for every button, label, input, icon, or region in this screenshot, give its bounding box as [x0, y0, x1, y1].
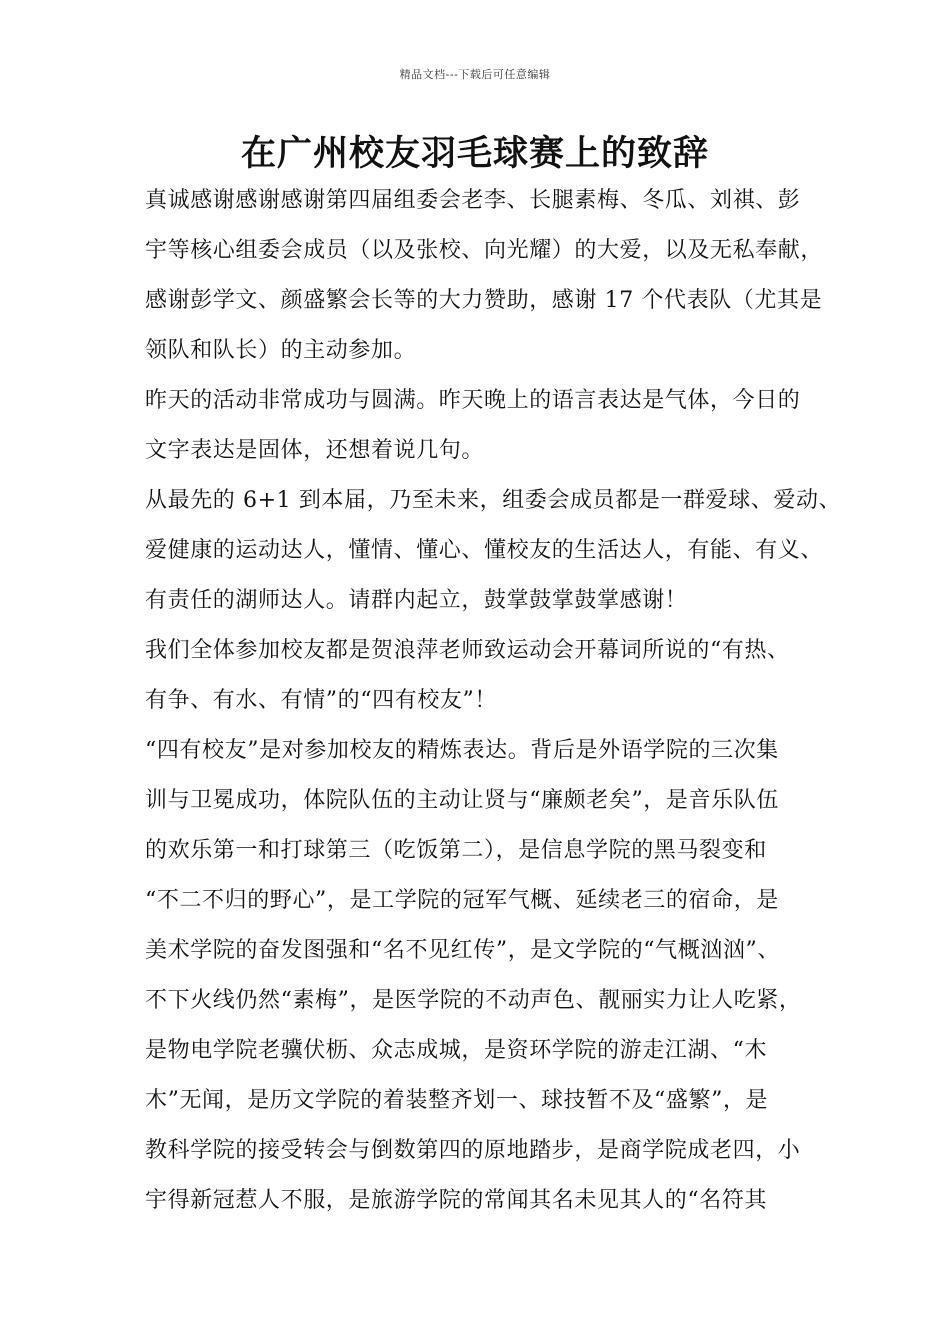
body-line: 有责任的湖师达人。请群内起立，鼓掌鼓掌鼓掌感谢！	[145, 588, 688, 613]
body-line: 是物电学院老骥伏枥、众志成城，是资环学院的游走江湖、“木	[145, 1038, 768, 1063]
body-line: 宇得新冠惹人不服，是旅游学院的常闻其名未见其人的“名符其	[145, 1188, 768, 1213]
body-line: “不二不归的野心”，是工学院的冠军气概、延续老三的宿命，是	[145, 888, 779, 913]
body-line: 教科学院的接受转会与倒数第四的原地踏步，是商学院成老四，小	[145, 1138, 801, 1163]
body-line: 美术学院的奋发图强和“名不见红传”，是文学院的“气概汹汹”、	[145, 938, 780, 963]
body-line: 不下火线仍然“素梅”，是医学院的不动声色、靓丽实力让人吃紧，	[145, 988, 802, 1013]
body-line: 木”无闻，是历文学院的着装整齐划一、球技暂不及“盛繁”，是	[145, 1088, 769, 1113]
body-line: 感谢彭学文、颜盛繁会长等的大力赞助，感谢 17 个代表队（尤其是	[145, 288, 823, 313]
body-line: 我们全体参加校友都是贺浪萍老师致运动会开幕词所说的“有热、	[145, 638, 790, 663]
page-header-note: 精品文档---下载后可任意编辑	[399, 68, 551, 81]
body-line: 文字表达是固体，还想着说几句。	[145, 438, 485, 463]
body-line: 领队和队长）的主动参加。	[145, 338, 417, 363]
document-title: 在广州校友羽毛球赛上的致辞	[240, 133, 709, 174]
body-line: 真诚感谢感谢感谢第四届组委会老李、长腿素梅、冬瓜、刘祺、彭	[145, 188, 801, 213]
body-line: 爱健康的运动达人，懂情、懂心、懂校友的生活达人，有能、有义、	[145, 538, 824, 563]
body-line: 有争、有水、有情”的“四有校友”！	[145, 688, 497, 713]
body-line: 宇等核心组委会成员（以及张校、向光耀）的大爱，以及无私奉献，	[145, 238, 824, 263]
body-line: 从最先的 6+1 到本届，乃至未来，组委会成员都是一群爱球、爱动、	[145, 488, 842, 513]
body-line: 训与卫冕成功，体院队伍的主动让贤与“廉颇老矣”，是音乐队伍	[145, 788, 779, 813]
document-body	[145, 178, 842, 1228]
body-line: 昨天的活动非常成功与圆满。昨天晚上的语言表达是气体，今日的	[145, 388, 801, 413]
body-line: 的欢乐第一和打球第三（吃饭第二），是信息学院的黑马裂变和	[145, 838, 767, 863]
body-line: “四有校友”是对参加校友的精炼表达。背后是外语学院的三次集	[145, 738, 779, 763]
